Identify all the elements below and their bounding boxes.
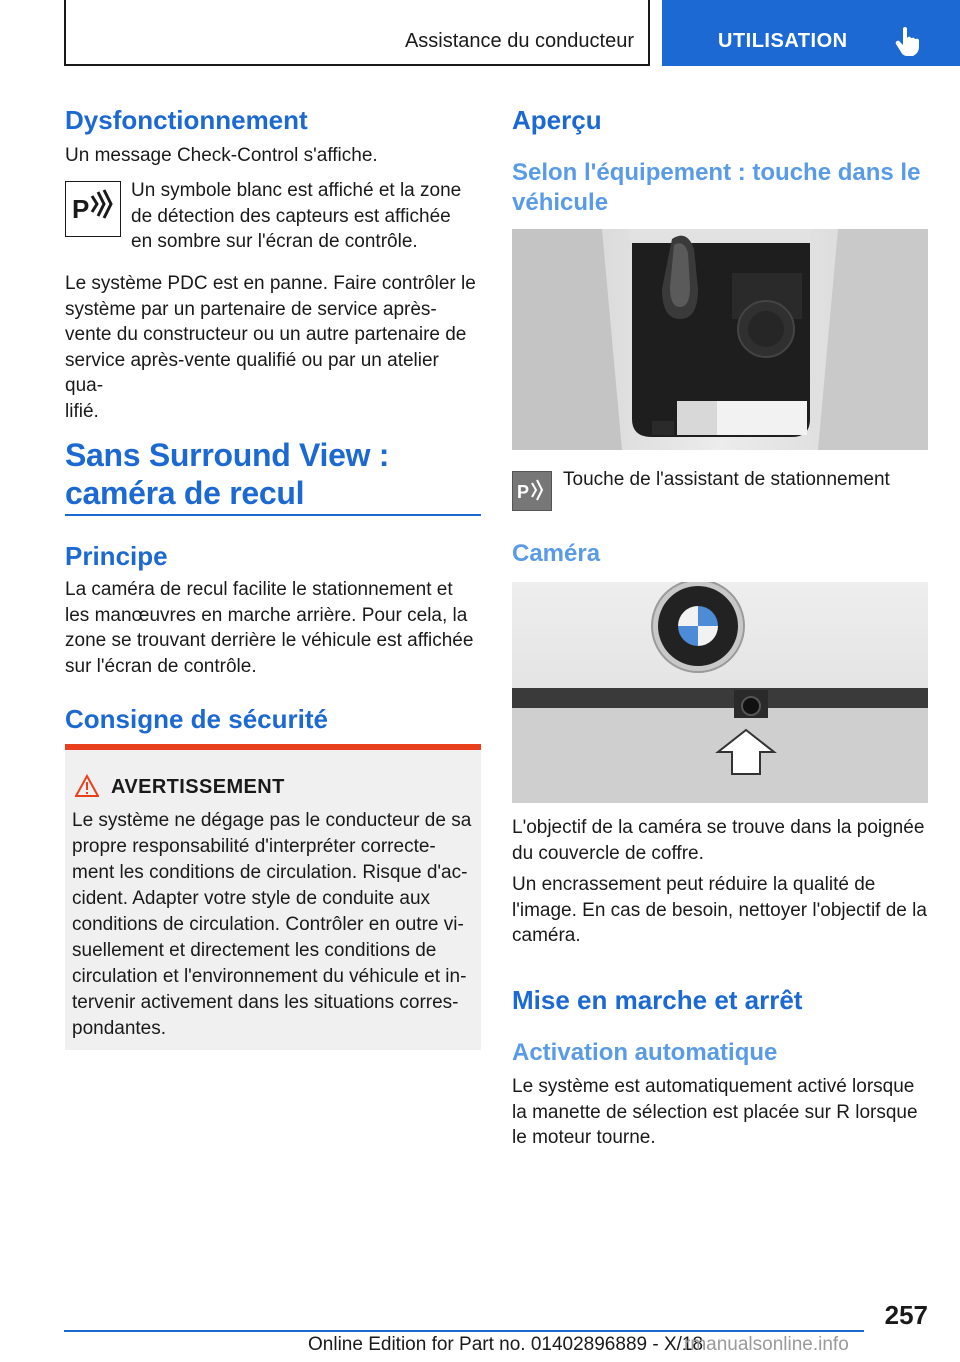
principle-text: La caméra de recul facilite le stationnement et les manœuvres en marche arrière. Pour cela, la zone se trouvant derrière le véhicule est affichée sur l'écran de contrôle.: [65, 579, 474, 677]
symbol-description: Un symbole blanc est affiché et la zone de détection des capteurs est affichée en sombre sur l'écran de contrôle.: [131, 180, 462, 252]
svg-text:P: P: [72, 194, 90, 224]
footer-rule: [64, 1330, 864, 1332]
principle-heading: Principe: [65, 541, 168, 571]
malfunction-intro: Un message Check-Control s'affiche.: [65, 145, 378, 166]
rear-camera-photo: [512, 582, 928, 803]
footer-watermark[interactable]: rmanualsonline.info: [684, 1334, 849, 1355]
header-chapter-tab[interactable]: [662, 0, 960, 66]
warning-title: AVERTISSEMENT: [111, 776, 285, 798]
onoff-heading: Mise en marche et arrêt: [512, 985, 803, 1015]
camera-heading: Caméra: [512, 540, 601, 567]
auto-activation-text: Le système est automatiquement activé lorsque la manette de sélection est placée sur R lorsque le moteur tourne.: [512, 1076, 918, 1148]
footer-edition: Online Edition for Part no. 01402896889 - X/18: [308, 1334, 704, 1355]
parking-assistant-button-icon: [512, 471, 552, 511]
safety-heading: Consigne de sécurité: [65, 704, 328, 734]
chapter-title: Sans Surround View : caméra de recul: [65, 437, 390, 511]
pdc-fault-symbol-icon: [65, 181, 121, 237]
hand-pointer-icon: [894, 26, 920, 56]
malfunction-heading: Dysfonctionnement: [65, 105, 308, 135]
overview-heading: Aperçu: [512, 105, 602, 135]
svg-text:P: P: [517, 482, 530, 502]
equipment-heading: Selon l'équipement : touche dans le véhicule: [512, 159, 921, 216]
chapter-rule: [65, 514, 481, 516]
auto-activation-heading: Activation automatique: [512, 1039, 778, 1066]
center-console-photo: [512, 229, 928, 450]
warning-triangle-icon: [75, 774, 99, 798]
header-tab-label: UTILISATION: [718, 30, 848, 52]
pdc-fault-paragraph: Le système PDC est en panne. Faire contrôler le système par un partenaire de service après- vente du constructeur ou un autre partenaire de service après-vente qualifié ou par un atelier qua- lifié.: [65, 273, 476, 422]
header-section-box: [64, 0, 650, 66]
camera-location-text: L'objectif de la caméra se trouve dans la poignée du couvercle de coffre.: [512, 817, 925, 864]
camera-cleaning-text: Un encrassement peut réduire la qualité de l'image. En cas de besoin, nettoyer l'objectif de la caméra.: [512, 874, 927, 946]
warning-box: [65, 744, 481, 1050]
page-number: 257: [884, 1300, 928, 1330]
button-caption: Touche de l'assistant de stationnement: [563, 469, 890, 490]
warning-text: Le système ne dégage pas le conducteur de sa propre responsabilité d'interpréter correcte- ment les conditions de circulation. Risque d'ac- cident. Adapter votre style de conduite aux conditions de circulation. Contrôler en outre vi- suellement et directement les conditions de circulation et l'environnement du véhicule et in- tervenir activement dans les situations corres- pondantes.: [72, 810, 472, 1039]
header-section-title: Assistance du conducteur: [404, 30, 634, 52]
